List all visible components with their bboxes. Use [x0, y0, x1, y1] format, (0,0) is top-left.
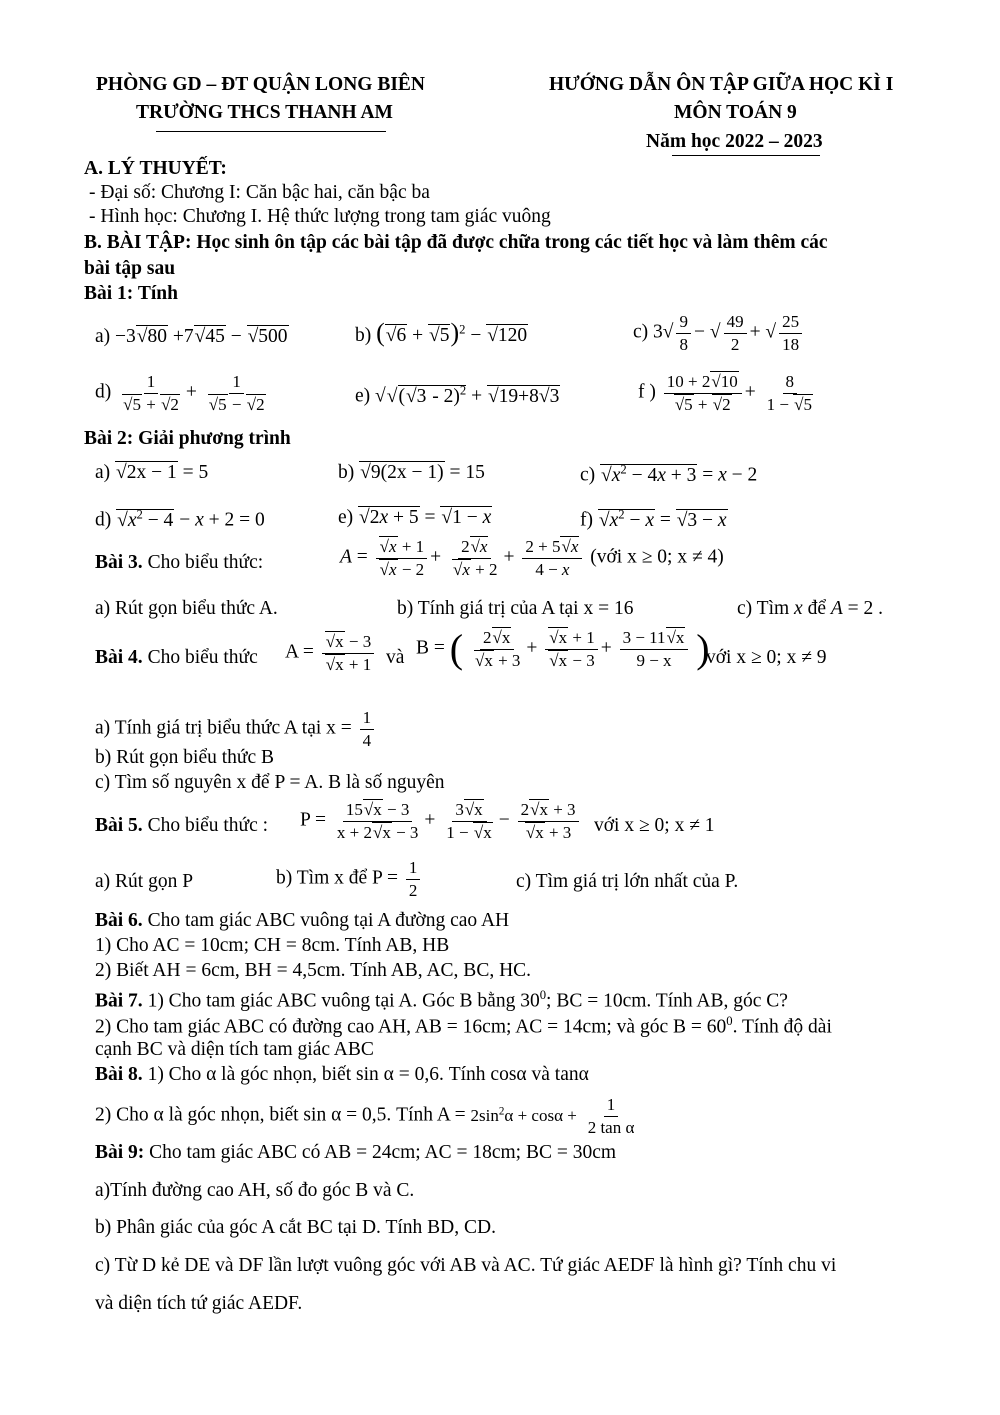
bai8-q1: Bài 8. 1) Cho α là góc nhọn, biết sin α = 0,6. Tính cosα và tanα	[95, 1064, 589, 1085]
bai4-condition: với x ≥ 0; x ≠ 9	[706, 647, 827, 668]
bai1-title: Bài 1: Tính	[84, 283, 178, 304]
exercises-heading-cont: bài tập sau	[84, 258, 176, 279]
bai2-a: a) √ 2x − 1 = 5	[95, 462, 208, 484]
bai4-and: và	[386, 647, 405, 668]
school-name: TRƯỜNG THCS THANH AM	[136, 102, 393, 123]
bai4-expression-b: B = ( 2√ x √ x + 3 + √ x + 1 √ x − 3 + $\frac{3 - 11√ x}{9 - x}$ )	[416, 628, 710, 670]
bai4-statement: Bài 4. Cho biểu thức	[95, 647, 258, 668]
bai7-q1: Bài 7. 1) Cho tam giác ABC vuông tại A. Góc B bằng $30^0$; BC = 10cm. Tính AB, góc C?	[95, 988, 788, 1012]
bai7-q2-cont: cạnh BC và diện tích tam giác ABC	[95, 1039, 374, 1060]
theory-heading: A. LÝ THUYẾT:	[84, 158, 227, 179]
school-year: Năm học 2022 – 2023	[646, 131, 823, 152]
bai5-qb: b) Tìm x để P = $\frac{1}{2}$	[276, 858, 423, 900]
bai1-a: a) −3√ 80 +7√ 45 − √ 500	[95, 326, 289, 348]
bai2-d: d) √ $x^2 - 4 - x + 2 = 0$	[95, 507, 265, 532]
bai2-f: f) √ $x^2 - x$ = √ 3 − x	[580, 507, 728, 532]
bai2-e: e) √ 2x + 5 = √ 1 − x	[338, 507, 492, 529]
bai4-qa: a) Tính giá trị biểu thức A tại x = $\frac{1}{4}$	[95, 708, 377, 750]
bai6-statement: Bài 6. Cho tam giác ABC vuông tại A đường cao AH	[95, 910, 510, 931]
bai6-q1: 1) Cho AC = 10cm; CH = 8cm. Tính AB, HB	[95, 935, 450, 956]
bai5-qc: c) Tìm giá trị lớn nhất của P.	[516, 871, 739, 892]
bai3-qb: b) Tính giá trị của A tại x = 16	[397, 598, 634, 619]
theory-item-algebra: - Đại số: Chương I: Căn bậc hai, căn bậc ba	[89, 182, 430, 203]
bai2-title: Bài 2: Giải phương trình	[84, 428, 291, 449]
bai5-condition: với x ≥ 0; x ≠ 1	[594, 815, 715, 836]
bai1-f: f ) 10 + 2√ 10 √ 5 + √ 2 + $\frac{8}{1 - √ 5}$	[638, 372, 819, 414]
bai6-q2: 2) Biết AH = 6cm, BH = 4,5cm. Tính AB, AC, BC, HC.	[95, 960, 532, 981]
bai1-d: d) 1 √ 5 + √ 2 + 1 √ 5 − √ 2	[95, 372, 272, 414]
bai3-expression: A = √ x + 1 √ x − 2 + 2√ x √ x + 2 + $\frac{2 + 5√ x}{4 - x}$ (với x ≥ 0; x ≠ 4)	[340, 537, 724, 579]
bai4-expression-a: A = √ x − 3 √ x + 1	[285, 632, 377, 674]
bai9-qc-cont: và diện tích tứ giác AEDF.	[95, 1293, 303, 1314]
bai8-q2: 2) Cho α là góc nhọn, biết sin α = 0,5. Tính $A = 2\sin^2\alpha + \cos\alpha$ + $\frac{1}{\text{2 tan α}}$	[95, 1095, 635, 1137]
bai9-qa: a)Tính đường cao AH, số đo góc B và C.	[95, 1180, 415, 1201]
year-underline	[672, 155, 820, 156]
bai2-c: c) √ $x^2 - 4x + 3 = x - 2$	[580, 462, 757, 487]
subject-title: MÔN TOÁN 9	[674, 102, 797, 123]
bai9-statement: Bài 9: Cho tam giác ABC có AB = 24cm; AC = 18cm; BC = 30cm	[95, 1142, 617, 1163]
bai3-qc: c) Tìm x để A = 2 .	[737, 598, 884, 619]
school-underline	[156, 131, 386, 132]
exercises-heading: B. BÀI TẬP: Học sinh ôn tập các bài tập đã được chữa trong các tiết học và làm thêm các	[84, 232, 828, 253]
bai2-b: b) √ 9(2x − 1) = 15	[338, 462, 485, 484]
bai3-statement: Bài 3. Cho biểu thức:	[95, 552, 264, 573]
department-name: PHÒNG GD – ĐT QUẬN LONG BIÊN	[96, 74, 426, 95]
bai4-qc: c) Tìm số nguyên x để P = A. B là số nguyên	[95, 772, 445, 793]
bai5-qa: a) Rút gọn P	[95, 871, 194, 892]
bai1-e: e) √√ (√ 3 - 2)$^2$ + √ 19+8√3	[355, 383, 560, 408]
theory-item-geometry: - Hình học: Chương I. Hệ thức lượng trong tam giác vuông	[89, 206, 551, 227]
bai7-q2: 2) Cho tam giác ABC có đường cao AH, AB = 16cm; AC = 14cm; và góc $B = 60^0$. Tính độ dài	[95, 1014, 832, 1038]
bai5-statement: Bài 5. Cho biểu thức :	[95, 815, 269, 836]
document-title: HƯỚNG DẪN ÔN TẬP GIỮA HỌC KÌ I	[549, 74, 894, 95]
bai3-qa: a) Rút gọn biểu thức A.	[95, 598, 278, 619]
bai9-qb: b) Phân giác của góc A cắt BC tại D. Tính BD, CD.	[95, 1217, 496, 1238]
bai1-b: b) (√ 6 + √ 5)$^2$ − √ 120	[355, 318, 528, 348]
bai1-c: c) 3√ $\frac{9}{8}$ − √ $\frac{49}{2}$ + √ $\frac{25}{18}$	[633, 312, 805, 354]
bai5-expression: P = $\frac{15√ x - 3}{x + 2√ x - 3}$ + $\frac{3√ x}{1 - √ x}$ − 2√ x + 3 √ x + 3	[300, 800, 582, 842]
bai9-qc: c) Từ D kẻ DE và DF lần lượt vuông góc với AB và AC. Tứ giác AEDF là hình gì? Tính chu vi	[95, 1255, 837, 1276]
bai4-qb: b) Rút gọn biểu thức B	[95, 747, 275, 768]
